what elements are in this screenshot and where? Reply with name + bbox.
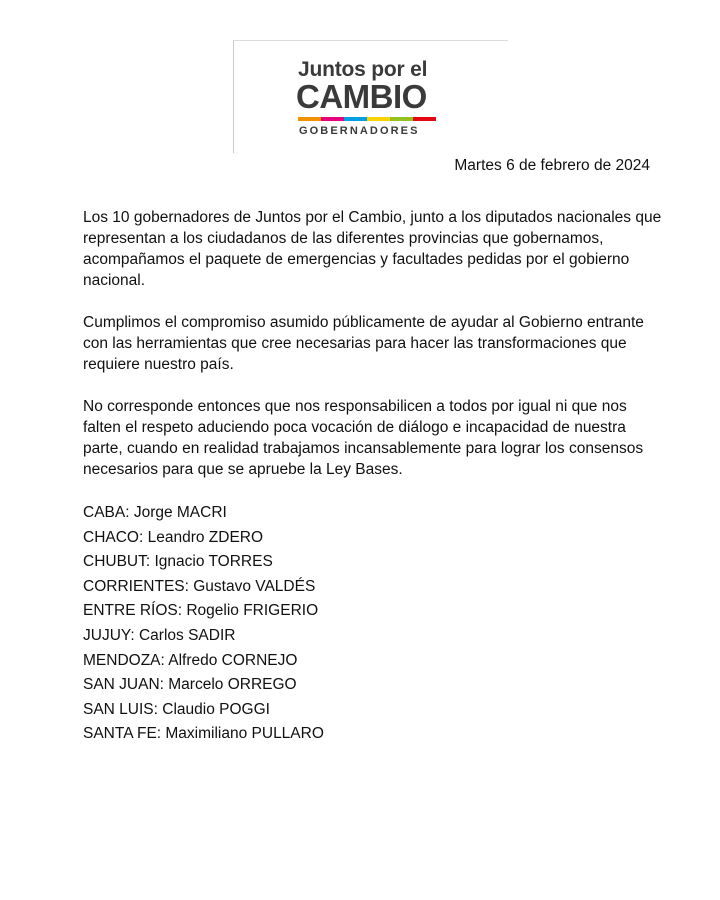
signer-item: MENDOZA: Alfredo CORNEJO (83, 651, 298, 669)
signer-item: SAN JUAN: Marcelo ORREGO (83, 676, 297, 694)
logo-color-stripe (298, 117, 436, 121)
signer-item: SAN LUIS: Claudio POGGI (83, 700, 270, 718)
paragraph: Los 10 gobernadores de Juntos por el Cambio, junto a los diputados nacionales que representan a los ciudadanos de las diferentes provincias que gobernamos, acompañamos el paquete de emergencias y facultades pedidas por el gobierno nacional. (83, 209, 662, 289)
document-body (83, 207, 663, 747)
stripe-segment (367, 117, 390, 121)
signer-item: SANTA FE: Maximiliano PULLARO (83, 725, 324, 743)
document-date: Martes 6 de febrero de 2024 (454, 157, 650, 174)
signer-item: CHUBUT: Ignacio TORRES (83, 553, 273, 571)
stripe-segment (344, 117, 367, 121)
signer-item: ENTRE RÍOS: Rogelio FRIGERIO (83, 602, 319, 620)
stripe-segment (390, 117, 413, 121)
paragraph: Cumplimos el compromiso asumido públicamente de ayudar al Gobierno entrante con las herramientas que cree necesarias para hacer las transformaciones que requiere nuestro país. (83, 314, 644, 373)
logo (233, 40, 508, 153)
signer-item: CABA: Jorge MACRI (83, 504, 227, 521)
logo-line2: CAMBIO (296, 78, 427, 115)
signers-list (83, 501, 663, 747)
logo-line1: Juntos por el (298, 58, 428, 81)
signer-item: CHACO: Leandro ZDERO (83, 528, 264, 546)
signer-item: CORRIENTES: Gustavo VALDÉS (83, 577, 316, 595)
signer-item: JUJUY: Carlos SADIR (83, 626, 236, 644)
paragraph: No corresponde entonces que nos responsabilicen a todos por igual ni que nos falten el respeto aduciendo poca vocación de diálogo e incapacidad de nuestra parte, cuando en realidad trabajamos incansablemente para lograr los consensos necesarios para que se apruebe la Ley Bases. (83, 398, 644, 478)
stripe-segment (413, 117, 436, 121)
stripe-segment (298, 117, 321, 121)
logo-line3: GOBERNADORES (299, 125, 420, 137)
stripe-segment (321, 117, 344, 121)
